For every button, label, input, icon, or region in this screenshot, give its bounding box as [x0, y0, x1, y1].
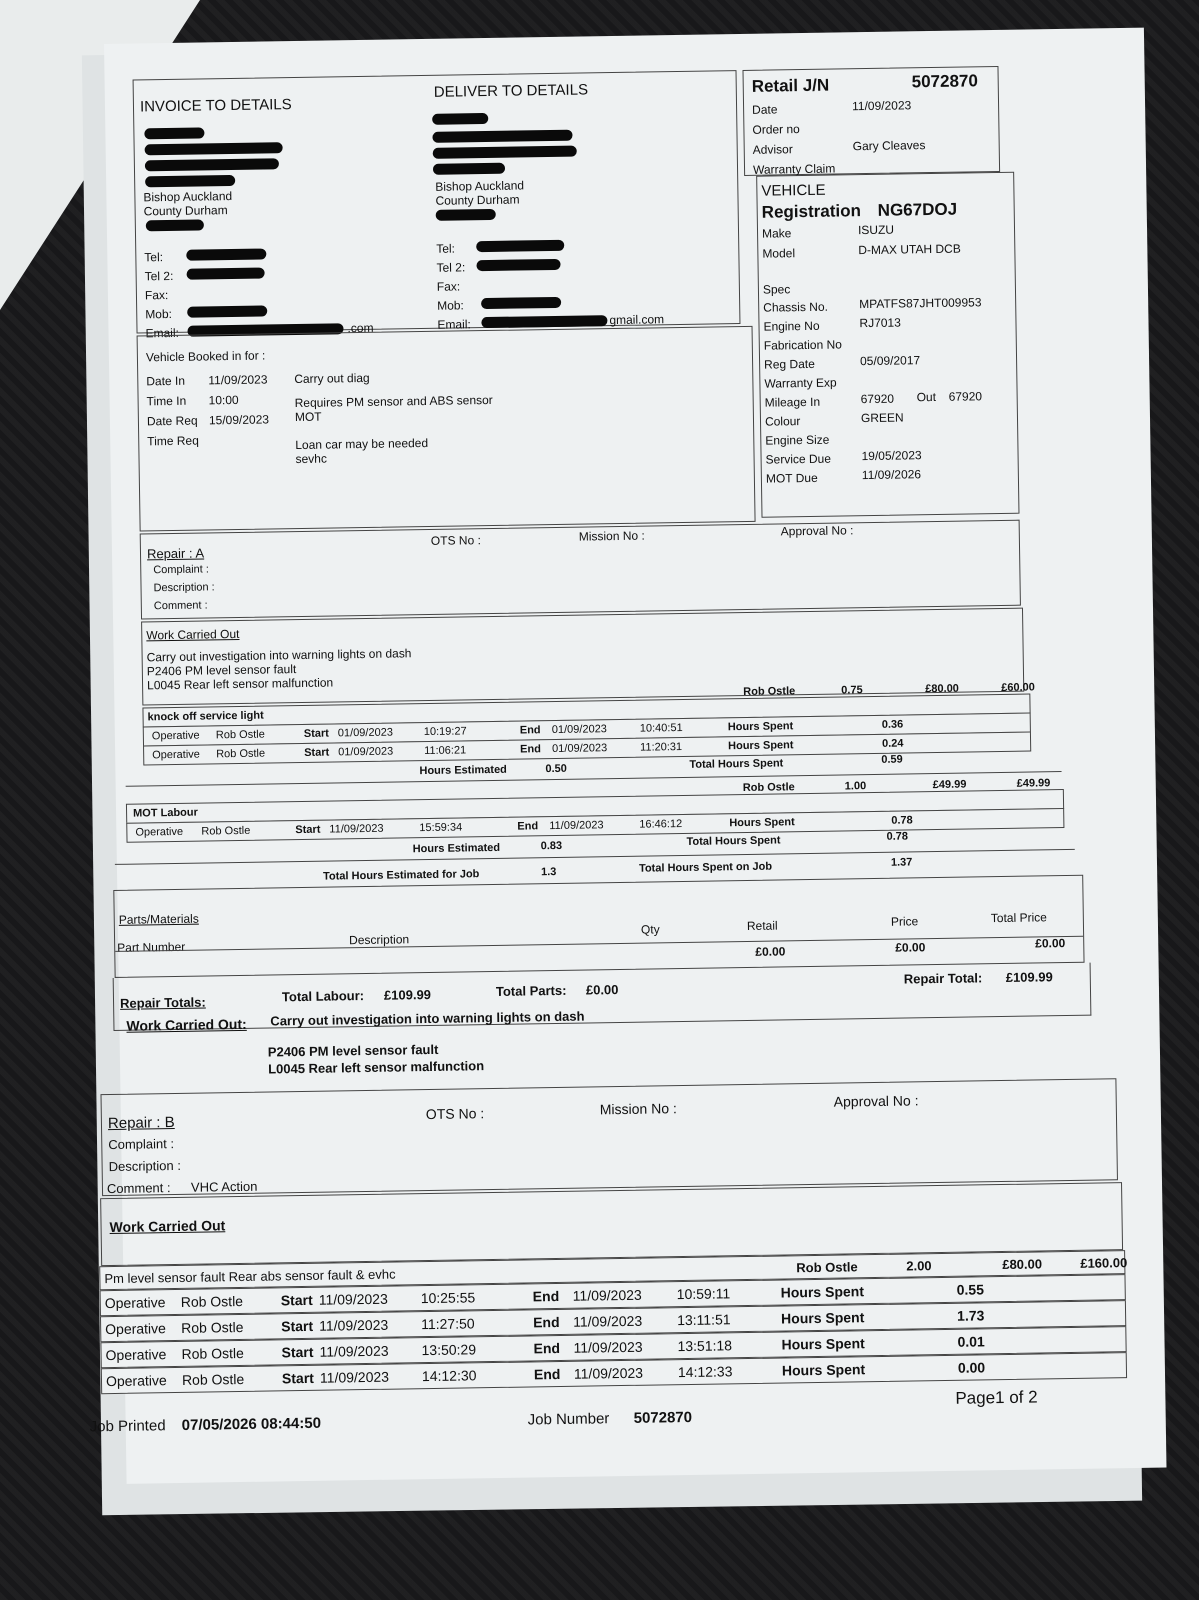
start-date: 11/09/2023 — [319, 1368, 390, 1386]
mileage-in-label: Mileage In — [764, 394, 821, 410]
operative-label: Operative — [151, 729, 200, 743]
start-time: 13:50:29 — [421, 1341, 477, 1359]
col-price: Price — [890, 914, 919, 929]
warranty-exp-label: Warranty Exp — [764, 375, 837, 391]
service-due-value: 19/05/2023 — [861, 448, 922, 464]
labour-description: knock off service light — [147, 709, 264, 724]
reg-date-label: Reg Date — [764, 356, 815, 372]
labour-total: £49.99 — [1016, 777, 1051, 790]
deliver-tel2-label: Tel 2: — [436, 260, 466, 275]
labour-rate: £80.00 — [925, 682, 959, 696]
divider — [115, 849, 1075, 865]
operative-name: Rob Ostle — [215, 728, 265, 742]
total-hours-spent-label: Total Hours Spent — [686, 834, 781, 848]
redacted-text — [476, 240, 564, 252]
make-label: Make — [761, 226, 792, 241]
repair-b-header — [100, 1078, 1117, 1196]
work-summary-line: L0045 Rear left sensor malfunction — [268, 1058, 485, 1077]
parts-price-value: £0.00 — [895, 940, 926, 955]
total-hours-spent-job-label: Total Hours Spent on Job — [638, 860, 773, 875]
end-time: 13:11:51 — [676, 1311, 731, 1329]
reg-date-value: 05/09/2017 — [859, 353, 921, 369]
start-date: 01/09/2023 — [338, 745, 394, 759]
parts-total-value: £0.00 — [1035, 936, 1066, 951]
end-time: 16:46:12 — [639, 818, 683, 831]
labour-rate: £49.99 — [932, 778, 967, 792]
redacted-text — [481, 297, 561, 309]
technician: Rob Ostle — [796, 1259, 858, 1276]
deliver-county: County Durham — [435, 192, 520, 208]
total-labour-label: Total Labour: — [281, 988, 365, 1005]
hours-estimated-label: Hours Estimated — [412, 841, 501, 856]
hours-spent-value: 0.55 — [956, 1281, 985, 1298]
booking-section — [137, 326, 756, 532]
work-line: P2406 PM level sensor fault — [146, 662, 297, 679]
operative-name: Rob Ostle — [181, 1318, 244, 1336]
work-carried-out-title: Work Carried Out — [109, 1217, 226, 1236]
job-printed-value: 07/05/2026 08:44:50 — [181, 1414, 322, 1434]
labour-hours: 1.00 — [844, 780, 867, 793]
hours-spent-label: Hours Spent — [727, 720, 794, 734]
end-label: End — [520, 743, 542, 756]
approval-no-label: Approval No : — [833, 1092, 919, 1110]
start-time: 10:25:55 — [420, 1289, 476, 1307]
parts-title: Parts/Materials — [118, 911, 199, 927]
make-value: ISUZU — [857, 222, 895, 238]
hours-spent-label: Hours Spent — [781, 1335, 865, 1353]
total-parts-value: £0.00 — [585, 982, 619, 998]
retail-jn-number: 5072870 — [911, 71, 979, 92]
start-time: 10:19:27 — [423, 725, 467, 739]
colour-label: Colour — [764, 414, 801, 429]
vehicle-title: VEHICLE — [761, 181, 826, 200]
mileage-in-value: 67920 — [860, 391, 895, 407]
work-carried-out-title: Work Carried Out — [146, 626, 240, 643]
engine-no-label: Engine No — [763, 318, 820, 334]
warranty-claim-label: Warranty Claim — [752, 161, 836, 177]
hours-spent-value: 0.00 — [957, 1359, 986, 1376]
total-parts-label: Total Parts: — [495, 982, 567, 999]
work-summary-line: P2406 PM level sensor fault — [267, 1041, 439, 1060]
work-line: L0045 Rear left sensor malfunction — [146, 675, 334, 693]
total-hours-estimated-job-value: 1.3 — [540, 865, 557, 879]
vehicle-details-box — [756, 172, 1019, 518]
work-summary-line: Carry out investigation into warning lights on dash — [270, 1008, 585, 1029]
operative-name: Rob Ostle — [181, 1344, 244, 1362]
technician: Rob Ostle — [742, 781, 795, 795]
time-in-value: 10:00 — [208, 392, 239, 408]
ots-no-label: OTS No : — [430, 533, 481, 548]
chassis-value: MPATFS87JHT009953 — [859, 295, 982, 312]
engine-no-value: RJ7013 — [859, 315, 901, 331]
colour-value: GREEN — [860, 410, 904, 426]
start-label: Start — [295, 823, 321, 837]
total-hours-spent-job-value: 1.37 — [890, 856, 913, 869]
start-time: 15:59:34 — [419, 821, 463, 835]
repair-b-label: Repair : B — [107, 1114, 175, 1133]
deliver-fax-label: Fax: — [436, 279, 461, 294]
start-time: 11:06:21 — [424, 744, 467, 758]
deliver-email-suffix: gmail.com — [609, 312, 665, 328]
invoice-tel2-label: Tel 2: — [144, 268, 174, 284]
mission-no-label: Mission No : — [578, 528, 645, 544]
hours-spent-label: Hours Spent — [781, 1361, 866, 1379]
redacted-text — [433, 146, 577, 159]
work-carried-out-summary-label: Work Carried Out: — [126, 1015, 247, 1034]
redacted-text — [187, 305, 267, 317]
hours-spent-value: 0.01 — [957, 1333, 985, 1350]
redacted-text — [145, 158, 279, 171]
advisor-label: Advisor — [752, 142, 793, 157]
end-time: 10:40:51 — [639, 721, 683, 735]
end-time: 11:20:31 — [640, 741, 683, 754]
col-qty: Qty — [640, 922, 660, 937]
repair-a-label: Repair : A — [146, 545, 205, 562]
registration-label: Registration — [761, 201, 862, 222]
hours-estimated-label: Hours Estimated — [419, 763, 507, 778]
redacted-text — [433, 163, 505, 175]
job-date: 11/09/2023 — [851, 98, 912, 114]
chassis-label: Chassis No. — [763, 299, 829, 315]
redacted-text — [436, 209, 496, 221]
end-date: 01/09/2023 — [552, 742, 608, 756]
operative-label: Operative — [152, 748, 200, 762]
deliver-email-label: Email: — [437, 317, 471, 332]
hours-spent-value: 0.24 — [881, 737, 904, 750]
end-date: 01/09/2023 — [551, 723, 607, 737]
redacted-text — [476, 259, 560, 271]
mot-due-label: MOT Due — [765, 470, 818, 486]
job-printed-label: Job Printed — [89, 1417, 166, 1436]
end-date: 11/09/2023 — [549, 819, 604, 833]
start-date: 11/09/2023 — [329, 822, 384, 836]
date-in-label: Date In — [146, 373, 186, 389]
deliver-to-title: DELIVER TO DETAILS — [433, 81, 589, 101]
operative-label: Operative — [105, 1372, 167, 1390]
redacted-text — [146, 219, 204, 231]
end-time: 14:12:33 — [677, 1363, 733, 1381]
redacted-text — [481, 315, 607, 328]
operative-name: Rob Ostle — [180, 1292, 244, 1310]
start-label: Start — [303, 727, 330, 740]
date-label: Date — [752, 102, 778, 117]
model-label: Model — [762, 246, 796, 261]
redacted-text — [144, 127, 204, 139]
hours-spent-value: 1.73 — [956, 1307, 985, 1324]
technician: Rob Ostle — [743, 685, 796, 699]
start-label: Start — [281, 1343, 314, 1361]
repair-a-header — [140, 520, 1021, 620]
redacted-text — [145, 175, 235, 187]
deliver-mob-label: Mob: — [437, 298, 464, 313]
repair-total-label: Repair Total: — [903, 970, 983, 987]
end-label: End — [533, 1339, 561, 1357]
parts-materials-section — [113, 875, 1084, 978]
order-no-label: Order no — [752, 122, 800, 137]
start-time: 14:12:30 — [421, 1367, 477, 1385]
redacted-text — [432, 113, 488, 125]
redacted-text — [186, 248, 266, 260]
invoice-fax-label: Fax: — [144, 288, 169, 303]
operative-name: Rob Ostle — [181, 1370, 245, 1388]
mileage-out-value: 67920 — [948, 389, 983, 404]
divider — [115, 936, 1083, 955]
invoice-email-suffix: .com — [347, 320, 374, 336]
hours-estimated-value: 0.83 — [540, 839, 563, 853]
date-req-value: 15/09/2023 — [208, 412, 270, 428]
advisor-name: Gary Cleaves — [852, 138, 926, 154]
booking-note: Carry out diag — [294, 370, 370, 387]
operative-name: Rob Ostle — [216, 747, 266, 761]
end-time: 10:59:11 — [676, 1285, 731, 1303]
invoice-town: Bishop Auckland — [143, 189, 233, 205]
start-date: 11/09/2023 — [319, 1342, 389, 1360]
end-date: 11/09/2023 — [573, 1312, 643, 1330]
parts-retail-value: £0.00 — [755, 944, 786, 959]
job-number-label: Job Number — [527, 1410, 610, 1429]
col-description: Description — [348, 932, 410, 948]
end-label: End — [533, 1314, 560, 1331]
end-date: 11/09/2023 — [573, 1364, 644, 1382]
end-date: 11/09/2023 — [572, 1286, 642, 1304]
labour-total: £160.00 — [1080, 1255, 1128, 1271]
labour-rate: £80.00 — [1002, 1256, 1043, 1273]
address-section — [133, 70, 741, 341]
comment-label: Comment : — [106, 1180, 171, 1197]
work-line: Carry out investigation into warning lights on dash — [146, 646, 412, 665]
labour-description: MOT Labour — [132, 806, 198, 820]
redacted-text — [432, 130, 572, 143]
start-date: 11/09/2023 — [318, 1290, 388, 1308]
job-reference-box — [742, 66, 1000, 176]
hours-spent-label: Hours Spent — [780, 1309, 865, 1327]
hours-spent-label: Hours Spent — [728, 739, 794, 753]
total-hours-spent-label: Total Hours Spent — [689, 757, 784, 771]
complaint-label: Complaint : — [153, 563, 210, 577]
mission-no-label: Mission No : — [599, 1100, 677, 1118]
job-number-value: 5072870 — [633, 1408, 693, 1427]
end-label: End — [532, 1288, 560, 1305]
hours-estimated-value: 0.50 — [545, 762, 567, 776]
labour-total: £60.00 — [1001, 681, 1035, 694]
booking-note: Requires PM sensor and ABS sensor — [294, 392, 493, 411]
invoice-mob-label: Mob: — [145, 306, 173, 322]
labour-hours: 2.00 — [906, 1258, 932, 1274]
start-date: 01/09/2023 — [337, 726, 394, 740]
description-label: Description : — [108, 1157, 181, 1175]
mot-due-value: 11/09/2026 — [861, 467, 922, 483]
hours-spent-value: 0.36 — [881, 718, 904, 731]
fabrication-label: Fabrication No — [763, 337, 842, 353]
invoice-email-label: Email: — [145, 325, 180, 341]
time-req-label: Time Req — [147, 433, 199, 449]
redacted-text — [145, 142, 283, 155]
service-due-label: Service Due — [765, 451, 832, 467]
comment-label: Comment : — [153, 599, 208, 613]
start-label: Start — [304, 746, 330, 759]
registration-number: NG67DOJ — [877, 199, 958, 220]
hours-spent-label: Hours Spent — [780, 1283, 865, 1301]
hours-spent-label: Hours Spent — [729, 816, 795, 830]
operative-label: Operative — [105, 1346, 167, 1364]
start-label: Start — [280, 1291, 313, 1309]
spec-label: Spec — [762, 282, 791, 297]
engine-size-label: Engine Size — [765, 432, 830, 448]
model-value: D-MAX UTAH DCB — [858, 241, 961, 258]
date-req-label: Date Req — [146, 413, 198, 429]
labour-description: Pm level sensor fault Rear abs sensor fault & evhc — [104, 1266, 396, 1287]
start-time: 11:27:50 — [421, 1315, 475, 1333]
total-hours-spent-value: 0.59 — [881, 753, 903, 766]
col-retail: Retail — [746, 918, 778, 934]
deliver-tel-label: Tel: — [436, 241, 456, 256]
repair-a-work-carried-out — [141, 608, 1024, 706]
start-label: Start — [281, 1317, 314, 1335]
divider — [126, 771, 1062, 787]
booking-note: MOT — [294, 409, 322, 425]
date-in-value: 11/09/2023 — [208, 372, 268, 388]
end-date: 11/09/2023 — [573, 1338, 643, 1356]
total-hours-estimated-job-label: Total Hours Estimated for Job — [323, 868, 480, 883]
job-card-page — [89, 28, 1166, 1484]
redacted-text — [187, 268, 265, 280]
description-label: Description : — [153, 581, 215, 595]
approval-no-label: Approval No : — [780, 523, 854, 539]
retail-jn-label: Retail J/N — [751, 75, 830, 96]
end-label: End — [533, 1365, 561, 1383]
time-in-label: Time In — [146, 393, 187, 409]
end-label: End — [519, 724, 541, 737]
invoice-to-title: INVOICE TO DETAILS — [139, 96, 292, 116]
complaint-label: Complaint : — [108, 1136, 175, 1153]
operative-label: Operative — [105, 1320, 167, 1338]
repair-totals-title: Repair Totals: — [119, 994, 206, 1011]
operative-label: Operative — [135, 825, 184, 839]
end-label: End — [517, 820, 539, 833]
total-hours-spent-value: 0.78 — [886, 830, 909, 843]
hours-spent-value: 0.78 — [891, 814, 913, 827]
mileage-out-label: Out — [916, 389, 937, 405]
invoice-county: County Durham — [143, 203, 228, 219]
operative-name: Rob Ostle — [201, 824, 251, 838]
col-part-number: Part Number — [117, 939, 186, 955]
comment-value: VHC Action — [190, 1178, 258, 1195]
start-label: Start — [281, 1369, 315, 1387]
deliver-town: Bishop Auckland — [435, 178, 525, 194]
total-labour-value: £109.99 — [383, 986, 432, 1003]
booking-note: Loan car may be needed — [295, 435, 429, 453]
invoice-tel-label: Tel: — [144, 250, 164, 265]
repair-total-value: £109.99 — [1005, 969, 1053, 985]
labour-hours: 0.75 — [841, 684, 863, 697]
page-indicator: Page1 of 2 — [955, 1387, 1038, 1408]
booked-in-title: Vehicle Booked in for : — [145, 348, 266, 365]
operative-label: Operative — [104, 1294, 166, 1312]
ots-no-label: OTS No : — [425, 1105, 485, 1123]
end-time: 13:51:18 — [677, 1337, 733, 1355]
col-total-price: Total Price — [990, 910, 1047, 926]
start-date: 11/09/2023 — [319, 1316, 389, 1334]
booking-note: sevhc — [295, 451, 328, 467]
